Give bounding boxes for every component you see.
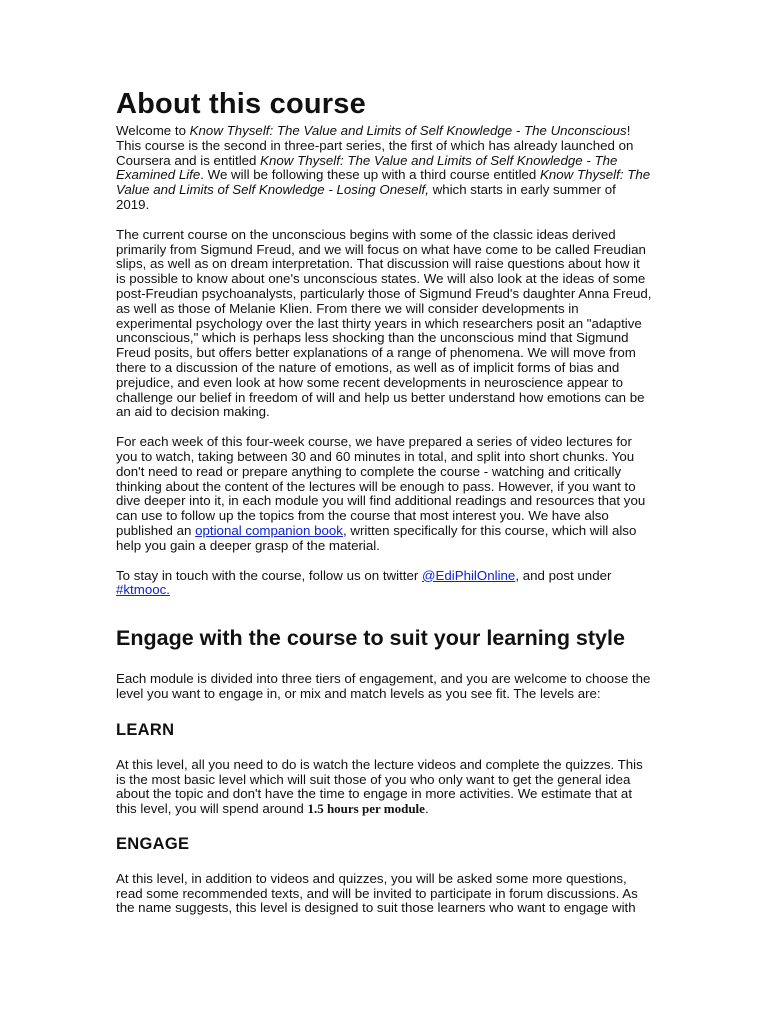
format-text-1: For each week of this four-week course, we have prepared a series of video lectures for you to watch, taking between 30 and 60 minutes in total, and split into short chunks. You don't need to read or prepare anything to complete the course - watching and critically thinking about the content of the lectures will be enough to pass. However, if you want to dive deeper into it, in each module you will find additional readings and resources that you can use to follow up the topics from the course that most interest you. We have also published an — [116, 434, 646, 538]
learn-paragraph — [116, 758, 652, 817]
course-title-unconscious: Know Thyself: The Value and Limits of Self Knowledge - The Unconscious — [189, 123, 627, 138]
engage-paragraph: At this level, in addition to videos and quizzes, you will be asked some more questions, read some recommended texts, and will be invited to participate in forum discussions. As the name suggests, this level is designed to suit those learners who want to engage with — [116, 870, 638, 916]
document-page — [116, 86, 652, 916]
social-text-1: To stay in touch with the course, follow us on twitter — [116, 567, 422, 583]
course-title-examined-life: Know Thyself: The Value and Limits of Self Knowledge - The Examined Life — [116, 152, 618, 183]
intro-text-2: ! This course is the second in three-part series, the first of which has already launched on Coursera and is entitled — [116, 123, 634, 168]
intro-text-1: Welcome to — [116, 123, 190, 138]
format-text-2: , written specifically for this course, which will also help you gain a deeper grasp of the material. — [116, 522, 637, 553]
social-paragraph — [116, 569, 652, 599]
course-description-paragraph: The current course on the unconscious begins with some of the classic ideas derived primarily from Sigmund Freud, and we will focus on what have come to be called Freudian slips, as well as on dream interpretation. That discussion will raise questions about how it is possible to know about one's unconscious states. We will also look at the ideas of some post-Freudian psychoanalysts, particularly those of Sigmund Freud's daughter Anna Freud, as well as those of Melanie Klien. From there we will consider developments in experimental psychology over the last thirty years in which researchers posit an "adaptive unconscious," which is perhaps less shocking than the unconscious mind that Sigmund Freud posits, but offers better explanations of a range of phenomena. We will move from there to a discussion of the nature of emotions, as well as of implicit forms of bias and prejudice, and even look at how some recent developments in neuroscience appear to challenge our belief in freedom of will and help us better understand how emotions can be an aid to decision making. — [116, 226, 652, 420]
intro-text-3: . We will be following these up with a third course entitled — [200, 167, 541, 183]
engage-intro-paragraph: Each module is divided into three tiers of engagement, and you are welcome to choose the level you want to engage in, or mix and match levels as you see fit. The levels are: — [116, 671, 651, 701]
engage-heading: Engage with the course to suit your learning style — [116, 626, 625, 651]
course-format-paragraph — [116, 435, 652, 553]
engage-level-heading: ENGAGE — [116, 834, 190, 853]
social-text-2: , and post under — [515, 567, 612, 583]
learn-hours-highlight: 1.5 hours per module — [307, 801, 425, 817]
intro-paragraph — [116, 124, 652, 213]
hashtag-link[interactable]: #ktmooc. — [116, 582, 170, 598]
learn-heading: LEARN — [116, 720, 175, 739]
intro-text-4: which starts in early summer of 2019. — [116, 182, 616, 212]
companion-book-link[interactable]: optional companion book — [195, 522, 343, 538]
learn-text-1: At this level, all you need to do is watch the lecture videos and complete the quizzes. This is the most basic level which will suit those of you who only want to get the general idea about the topic and don't have the time to engage in more activities. We estimate that at this level, you will spend around — [116, 756, 643, 817]
twitter-link[interactable]: @EdiPhilOnline — [421, 567, 516, 583]
page-title: About this course — [116, 88, 366, 120]
course-title-losing-oneself: Know Thyself: The Value and Limits of Self Knowledge - Losing Oneself, — [116, 167, 651, 198]
learn-text-2: . — [424, 801, 429, 817]
